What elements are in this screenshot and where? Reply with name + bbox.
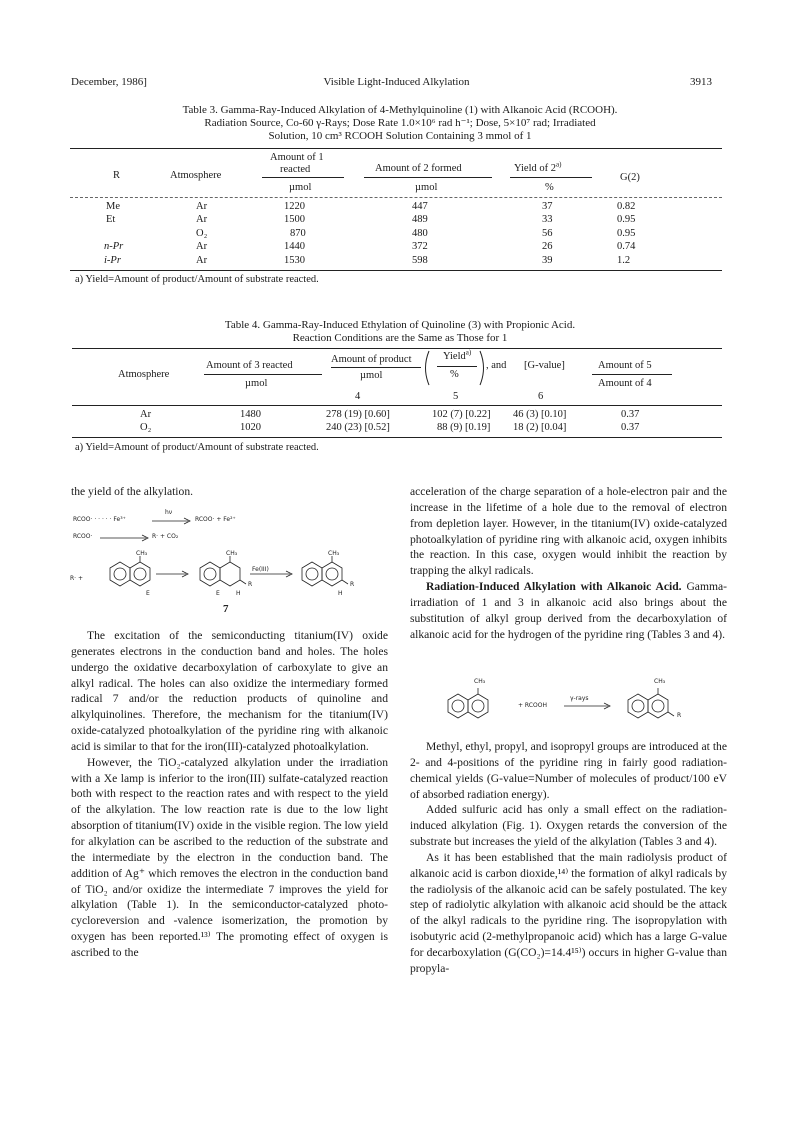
table3-cell-amt1: 1530 — [284, 255, 305, 266]
table4-sub-rule — [204, 374, 322, 375]
table3-caption-line: Radiation Source, Co-60 γ-Rays; Dose Rate 1.0×10⁶ rad h⁻¹; Dose, 5×10⁷ rad; Irradiated — [204, 117, 596, 129]
table4-header-yield-sup: a) — [465, 348, 472, 357]
table3-cell-atm: Ar — [196, 241, 208, 252]
table4-footnote: a) Yield=Amount of product/Amount of substrate reacted. — [75, 442, 319, 453]
table3-header-amount2: Amount of 2 formed — [375, 163, 462, 174]
scheme-radiation-alkylation — [440, 678, 710, 730]
table4-header-and: , and — [486, 360, 507, 371]
table3-cell-g: 0.95 — [617, 228, 636, 239]
table3-cell-atm: O₂ — [196, 228, 208, 239]
table4-cell-amt3: 1020 — [240, 422, 261, 433]
scheme-fe-label: Fe(III) — [252, 566, 269, 573]
table4-col6: 6 — [538, 391, 544, 402]
table4-col5: 5 — [453, 391, 459, 402]
table3-header-amount1-reacted: reacted — [280, 164, 311, 175]
left-column-body — [71, 628, 388, 961]
scheme-ch3-1: CH₃ — [136, 550, 148, 557]
table4-cell-p5: 102 (7) [0.22] — [432, 409, 491, 420]
scheme-line2-right: R· + CO₂ — [152, 533, 179, 540]
scheme-sub-h: H — [236, 590, 241, 597]
table3-cell-amt1: 1440 — [284, 241, 305, 252]
left-paren-icon — [421, 350, 431, 386]
arrow-right-icon — [100, 534, 150, 542]
quinoline-radiation-icon — [440, 682, 710, 726]
table3-cell-yield: 26 — [542, 241, 553, 252]
scheme-sub-r: R — [350, 581, 355, 588]
table4-header-yield-label: Yield — [443, 351, 466, 362]
table4-header-ratio-top: Amount of 5 — [598, 360, 652, 371]
table3-cell-yield: 39 — [542, 255, 553, 266]
scheme-sub-h: H — [338, 590, 343, 597]
left-paragraph-2: However, the TiO₂-catalyzed alkylation under the irradiation with a Xe lamp is inferior to the iron(III) sulfate-catalyzed reaction both with respect to the reaction rates and with respect to the yield of the alkylation. The low reaction rate is due to the low light absorption of titanium(IV) oxide in the visible region. The low yield for alkylation can be ascribed to the reduction of the substrate and the intermediate by the electron in the conduction band. The addition of Ag⁺ which removes the electron in the conduction band of TiO₂ and/or oxidize the intermediate 7 improves the yield for alkylation (Table 1). In the semiconductor-catalyzed photo-cycloreversion and -valence isomerization, the promotion by oxygen has been reported.¹³⁾ The promoting effect of oxygen is ascribed to the — [71, 755, 388, 959]
table3-unit-amount2: µmol — [415, 182, 438, 193]
table3-footnote: a) Yield=Amount of product/Amount of substrate reacted. — [75, 274, 319, 285]
right-paragraph-4: As it has been established that the main radiolysis product of alkanoic acid is carbon dioxide,¹⁴⁾ the formation of alkyl radicals by the radiolysis of the alkanoic acid can be safely postulated. The key step of radiolytic alkylation with alkanoic acid should be the attack of the alkyl radicals to the pyridine ring. The isopropylation with isobutyric acid (2-methylpropanoic acid) which has a large G-value for decarboxylation (G(CO₂)=14.4¹⁵⁾) occurs in higher G-value than propyla- — [410, 850, 727, 975]
table3-cell-yield: 56 — [542, 228, 553, 239]
scheme-right-arrow-label: γ-rays — [570, 695, 589, 702]
quinoline-structures-icon — [90, 548, 390, 608]
table3-cell-r: n-Pr — [104, 241, 124, 252]
table4-cell-p4: 278 (19) [0.60] — [326, 409, 390, 420]
table3-cell-amt2: 480 — [412, 228, 428, 239]
table3-header-yield-label: Yield of 2 — [514, 163, 556, 174]
table3-cell-amt2: 489 — [412, 214, 428, 225]
table4-unit-amount3: µmol — [245, 378, 268, 389]
table4-header-yield — [443, 348, 472, 362]
left-paragraph-1: The excitation of the semiconducting titanium(IV) oxide generates electrons in the conduction band and holes. The holes undergo the oxidative decarboxylation of carboxylate to give an alkyl radical. The holes can also oxidize the intermediary formed radical 7 and/or the reduction products of quinoline and alkylquinolines. Therefore, the mechanism for the titanium(IV) oxide-catalyzed photoalkylation of the pyridine ring with alkanoic acid is similar to that for the iron(III)-catalyzed photoalkylation. — [71, 629, 388, 753]
table3-header-amount1: Amount of 1 — [270, 152, 324, 163]
table4-header-gvalue: [G-value] — [524, 360, 565, 371]
running-date: December, 1986] — [71, 76, 147, 88]
table3-header-r: R — [113, 170, 121, 181]
table4-header-product: Amount of product — [331, 354, 412, 365]
table3-cell-g: 1.2 — [617, 255, 631, 266]
table3-cell-g: 0.82 — [617, 201, 636, 212]
table3-unit-yield: % — [545, 182, 554, 193]
right-paragraph-1 — [410, 579, 727, 642]
table3-header-g: G(2) — [620, 172, 640, 183]
table3-cell-amt2: 372 — [412, 241, 428, 252]
table4-top-rule — [72, 348, 722, 349]
table3-cell-g: 0.95 — [617, 214, 636, 225]
table4-header-ratio-bottom: Amount of 4 — [598, 378, 652, 389]
table3-cell-r: Et — [106, 214, 116, 225]
table3-cell-amt1: 1220 — [284, 201, 305, 212]
table3-cell-r: i-Pr — [104, 255, 121, 266]
table4 — [0, 0, 793, 470]
scheme-ch3-2: CH₃ — [226, 550, 238, 557]
scheme-right-ch3: CH₃ — [654, 678, 666, 685]
right-column-body — [410, 739, 727, 977]
table4-col4: 4 — [355, 391, 361, 402]
table3-header-yield-sup: a) — [556, 160, 562, 169]
scheme-line1-right: RCOO· + Fe²⁺ — [195, 516, 236, 523]
table3-cell-amt1: 870 — [290, 228, 306, 239]
table4-bottom-rule — [72, 437, 722, 438]
section-heading: Radiation-Induced Alkylation with Alkanoic Acid. — [426, 580, 682, 594]
page-number: 3913 — [690, 76, 712, 88]
table4-cell-p6: 46 (3) [0.10] — [513, 409, 567, 420]
scheme-sub-e: E — [216, 590, 220, 597]
table4-cell-ratio: 0.37 — [621, 409, 640, 420]
right-paragraph-1-text: Gamma-irradiation of 1 and 3 in alkanoic acid also brings about the substitution of alkyl group derived from the decarboxylation of alkanoic acid for the hydrogen of the pyridine ring (Tables 3 and 4). — [410, 580, 728, 641]
table4-caption-line: Table 4. Gamma-Ray-Induced Ethylation of Quinoline (3) with Propionic Acid. — [224, 319, 576, 331]
table3-cell-yield: 37 — [542, 201, 553, 212]
scheme-right-reagent: + RCOOH — [518, 702, 547, 709]
table4-cell-atm: O₂ — [140, 422, 152, 433]
table3-unit-amount1: µmol — [289, 182, 312, 193]
right-paragraph-3: Added sulfuric acid has only a small effect on the radiation-induced alkylation (Fig. 1). Oxygen retards the conversion of the substrate but increases the yield of the alkylation (Tables 3 and 4). — [410, 803, 727, 849]
table4-header-rule — [72, 405, 722, 406]
table4-header-product-unit: µmol — [360, 370, 383, 381]
table4-header-amount3: Amount of 3 reacted — [206, 360, 293, 371]
table3-cell-atm: Ar — [196, 201, 208, 212]
table3-caption-line: Table 3. Gamma-Ray-Induced Alkylation of 4-Methylquinoline (1) with Alkanoic Acid (RCOOH). — [182, 104, 618, 116]
right-paragraph-0: acceleration of the charge separation of a hole-electron pair and the increase in the lifetime of a hole due to the removal of electron from depletion layer. However, in the titanium(IV) oxide-catalyzed photoalkylation of pyridine ring with alkanoic acid, oxygen inhibits the reaction. In this case, oxygen would inhibit the reaction by trapping the alkyl radicals. — [410, 485, 727, 578]
table3-cell-atm: Ar — [196, 255, 208, 266]
table3-header-atmosphere: Atmosphere — [170, 170, 222, 181]
table4-cell-atm: Ar — [140, 409, 152, 420]
table3-cell-atm: Ar — [196, 214, 208, 225]
table4-header-yield-unit: % — [450, 369, 459, 380]
table4-cell-p4: 240 (23) [0.52] — [326, 422, 390, 433]
arrow-right-icon — [152, 517, 192, 525]
scheme-radical: R· + — [70, 575, 84, 582]
table4-caption-line: Reaction Conditions are the Same as Those for 1 — [292, 332, 508, 344]
scheme-line1-left: RCOO· · · · · · Fe³⁺ — [73, 516, 126, 523]
table3-cell-amt2: 598 — [412, 255, 428, 266]
scheme-photoalkylation — [70, 506, 390, 626]
table3-cell-g: 0.74 — [617, 241, 636, 252]
right-paragraph-2: Methyl, ethyl, propyl, and isopropyl groups are introduced at the 2- and 4-positions of the pyridine ring in fairly good radiation-chemical yields (G-value=Number of molecules of product/100 eV of absorbed radiation energy). — [410, 740, 727, 801]
table4-ratio-bar — [592, 374, 672, 375]
left-column — [71, 484, 388, 500]
table4-cell-p5: 88 (9) [0.19] — [437, 422, 491, 433]
table3-cell-yield: 33 — [542, 214, 553, 225]
running-title: Visible Light-Induced Alkylation — [323, 76, 470, 88]
table3-cell-amt1: 1500 — [284, 214, 305, 225]
scheme-sub-r: R — [248, 581, 253, 588]
right-column — [410, 484, 727, 642]
table4-cell-amt3: 1480 — [240, 409, 261, 420]
scheme-line2-left: RCOO· — [73, 533, 93, 540]
table4-yield-fraction-bar — [437, 366, 477, 367]
table4-fraction-bar — [331, 367, 421, 368]
scheme-right-r: R — [677, 712, 682, 719]
scheme-line1-arrow-label: hν — [165, 509, 173, 516]
table3-caption-line: Solution, 10 cm³ RCOOH Solution Containing 3 mmol of 1 — [268, 130, 532, 142]
table4-cell-p6: 18 (2) [0.04] — [513, 422, 567, 433]
table3-cell-r: Me — [106, 201, 120, 212]
table4-cell-ratio: 0.37 — [621, 422, 640, 433]
scheme-right-ch3: CH₃ — [474, 678, 486, 685]
scheme-sub-e: E — [146, 590, 150, 597]
table4-header-atmosphere: Atmosphere — [118, 369, 170, 380]
scheme-ch3-3: CH₃ — [328, 550, 340, 557]
scheme-compound-label: 7 — [223, 603, 229, 615]
left-paragraph-0: the yield of the alkylation. — [71, 485, 194, 498]
table3-cell-amt2: 447 — [412, 201, 428, 212]
